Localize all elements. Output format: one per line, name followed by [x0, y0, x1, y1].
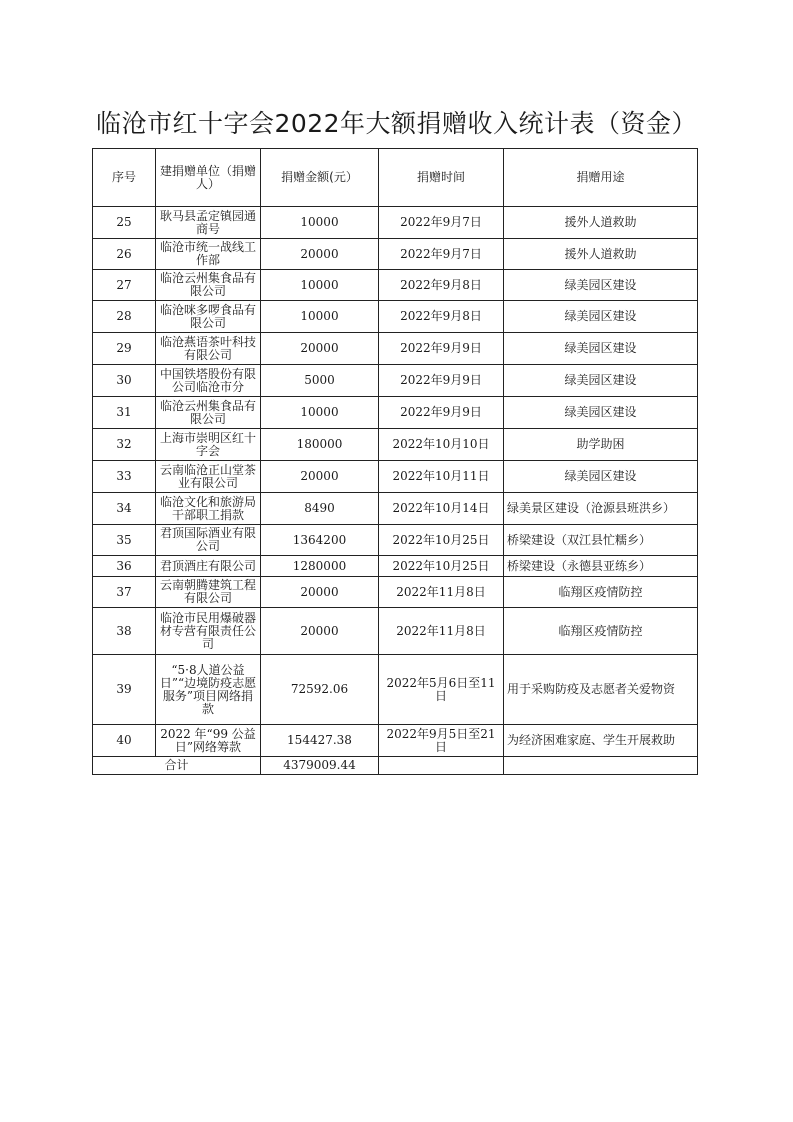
cell-use: 为经济困难家庭、学生开展救助 — [504, 725, 698, 757]
cell-unit: 耿马县孟定镇园通商号 — [156, 207, 261, 239]
cell-unit: 临沧燕语茶叶科技有限公司 — [156, 333, 261, 365]
cell-no: 30 — [93, 365, 156, 397]
table-row — [93, 270, 698, 301]
header-unit: 建捐赠单位（捐赠人） — [156, 149, 261, 207]
cell-time: 2022年11月8日 — [379, 577, 504, 608]
cell-no: 35 — [93, 525, 156, 556]
donation-table — [92, 148, 698, 775]
table-row — [93, 655, 698, 725]
table-row — [93, 239, 698, 270]
table-row — [93, 207, 698, 239]
cell-use: 绿美景区建设（沧源县班洪乡） — [504, 493, 698, 525]
cell-time: 2022年10月25日 — [379, 525, 504, 556]
cell-unit: 君顶酒庄有限公司 — [156, 556, 261, 577]
cell-time: 2022年5月6日至11日 — [379, 655, 504, 725]
cell-no: 26 — [93, 239, 156, 270]
cell-amount: 20000 — [261, 239, 379, 270]
table-row — [93, 429, 698, 461]
cell-unit: 临沧云州集食品有限公司 — [156, 270, 261, 301]
table-row — [93, 577, 698, 608]
cell-unit: 云南朝腾建筑工程有限公司 — [156, 577, 261, 608]
cell-no: 33 — [93, 461, 156, 493]
cell-use: 用于采购防疫及志愿者关爱物资 — [504, 655, 698, 725]
cell-unit: 临沧云州集食品有限公司 — [156, 397, 261, 429]
cell-amount: 20000 — [261, 577, 379, 608]
table-row — [93, 493, 698, 525]
cell-amount: 20000 — [261, 461, 379, 493]
cell-time: 2022年10月11日 — [379, 461, 504, 493]
cell-time: 2022年9月5日至21日 — [379, 725, 504, 757]
cell-unit: 临沧市统一战线工作部 — [156, 239, 261, 270]
total-label: 合计 — [93, 757, 261, 775]
cell-time: 2022年9月9日 — [379, 365, 504, 397]
cell-use: 临翔区疫情防控 — [504, 608, 698, 655]
cell-use: 临翔区疫情防控 — [504, 577, 698, 608]
cell-amount: 20000 — [261, 608, 379, 655]
cell-amount: 8490 — [261, 493, 379, 525]
cell-amount: 72592.06 — [261, 655, 379, 725]
cell-use: 绿美园区建设 — [504, 270, 698, 301]
cell-unit: 临沧咪多啰食品有限公司 — [156, 301, 261, 333]
cell-unit: 君顶国际酒业有限公司 — [156, 525, 261, 556]
cell-amount: 10000 — [261, 397, 379, 429]
table-header-row — [93, 149, 698, 207]
cell-amount: 20000 — [261, 333, 379, 365]
cell-unit: 2022 年“99 公益日”网络筹款 — [156, 725, 261, 757]
cell-unit: 上海市崇明区红十字会 — [156, 429, 261, 461]
total-empty-use — [504, 757, 698, 775]
cell-amount: 180000 — [261, 429, 379, 461]
cell-time: 2022年9月7日 — [379, 239, 504, 270]
table-row — [93, 365, 698, 397]
cell-use: 绿美园区建设 — [504, 461, 698, 493]
cell-no: 31 — [93, 397, 156, 429]
cell-use: 助学助困 — [504, 429, 698, 461]
header-use: 捐赠用途 — [504, 149, 698, 207]
cell-unit: 中国铁塔股份有限公司临沧市分 — [156, 365, 261, 397]
header-no: 序号 — [93, 149, 156, 207]
cell-time: 2022年11月8日 — [379, 608, 504, 655]
cell-time: 2022年10月25日 — [379, 556, 504, 577]
cell-amount: 154427.38 — [261, 725, 379, 757]
total-row — [93, 757, 698, 775]
cell-time: 2022年9月8日 — [379, 301, 504, 333]
cell-unit: 临沧市民用爆破器材专营有限责任公司 — [156, 608, 261, 655]
table-row — [93, 397, 698, 429]
cell-time: 2022年10月14日 — [379, 493, 504, 525]
cell-unit: 临沧文化和旅游局干部职工捐款 — [156, 493, 261, 525]
cell-use: 援外人道救助 — [504, 207, 698, 239]
cell-amount: 5000 — [261, 365, 379, 397]
cell-no: 29 — [93, 333, 156, 365]
header-amount: 捐赠金额(元） — [261, 149, 379, 207]
cell-no: 40 — [93, 725, 156, 757]
table-row — [93, 556, 698, 577]
cell-unit: 云南临沧正山堂茶业有限公司 — [156, 461, 261, 493]
cell-use: 绿美园区建设 — [504, 397, 698, 429]
cell-no: 25 — [93, 207, 156, 239]
cell-no: 38 — [93, 608, 156, 655]
cell-time: 2022年9月7日 — [379, 207, 504, 239]
table-row — [93, 461, 698, 493]
table-row — [93, 608, 698, 655]
cell-use: 桥梁建设（双江县忙糯乡） — [504, 525, 698, 556]
cell-no: 32 — [93, 429, 156, 461]
cell-no: 37 — [93, 577, 156, 608]
table-row — [93, 301, 698, 333]
cell-amount: 1280000 — [261, 556, 379, 577]
cell-use: 绿美园区建设 — [504, 301, 698, 333]
total-amount: 4379009.44 — [261, 757, 379, 775]
cell-time: 2022年9月9日 — [379, 397, 504, 429]
cell-time: 2022年10月10日 — [379, 429, 504, 461]
cell-use: 援外人道救助 — [504, 239, 698, 270]
cell-amount: 10000 — [261, 207, 379, 239]
cell-no: 34 — [93, 493, 156, 525]
cell-no: 28 — [93, 301, 156, 333]
cell-amount: 10000 — [261, 301, 379, 333]
cell-time: 2022年9月8日 — [379, 270, 504, 301]
table-row — [93, 725, 698, 757]
table-row — [93, 525, 698, 556]
cell-time: 2022年9月9日 — [379, 333, 504, 365]
header-time: 捐赠时间 — [379, 149, 504, 207]
cell-unit: “5·8人道公益日”“边境防疫志愿服务”项目网络捐款 — [156, 655, 261, 725]
cell-no: 39 — [93, 655, 156, 725]
page-title: 临沧市红十字会2022年大额捐赠收入统计表（资金） — [95, 109, 698, 138]
cell-amount: 1364200 — [261, 525, 379, 556]
cell-use: 桥梁建设（永德县亚练乡） — [504, 556, 698, 577]
cell-amount: 10000 — [261, 270, 379, 301]
cell-no: 36 — [93, 556, 156, 577]
cell-no: 27 — [93, 270, 156, 301]
cell-use: 绿美园区建设 — [504, 333, 698, 365]
table-row — [93, 333, 698, 365]
cell-use: 绿美园区建设 — [504, 365, 698, 397]
total-empty-time — [379, 757, 504, 775]
